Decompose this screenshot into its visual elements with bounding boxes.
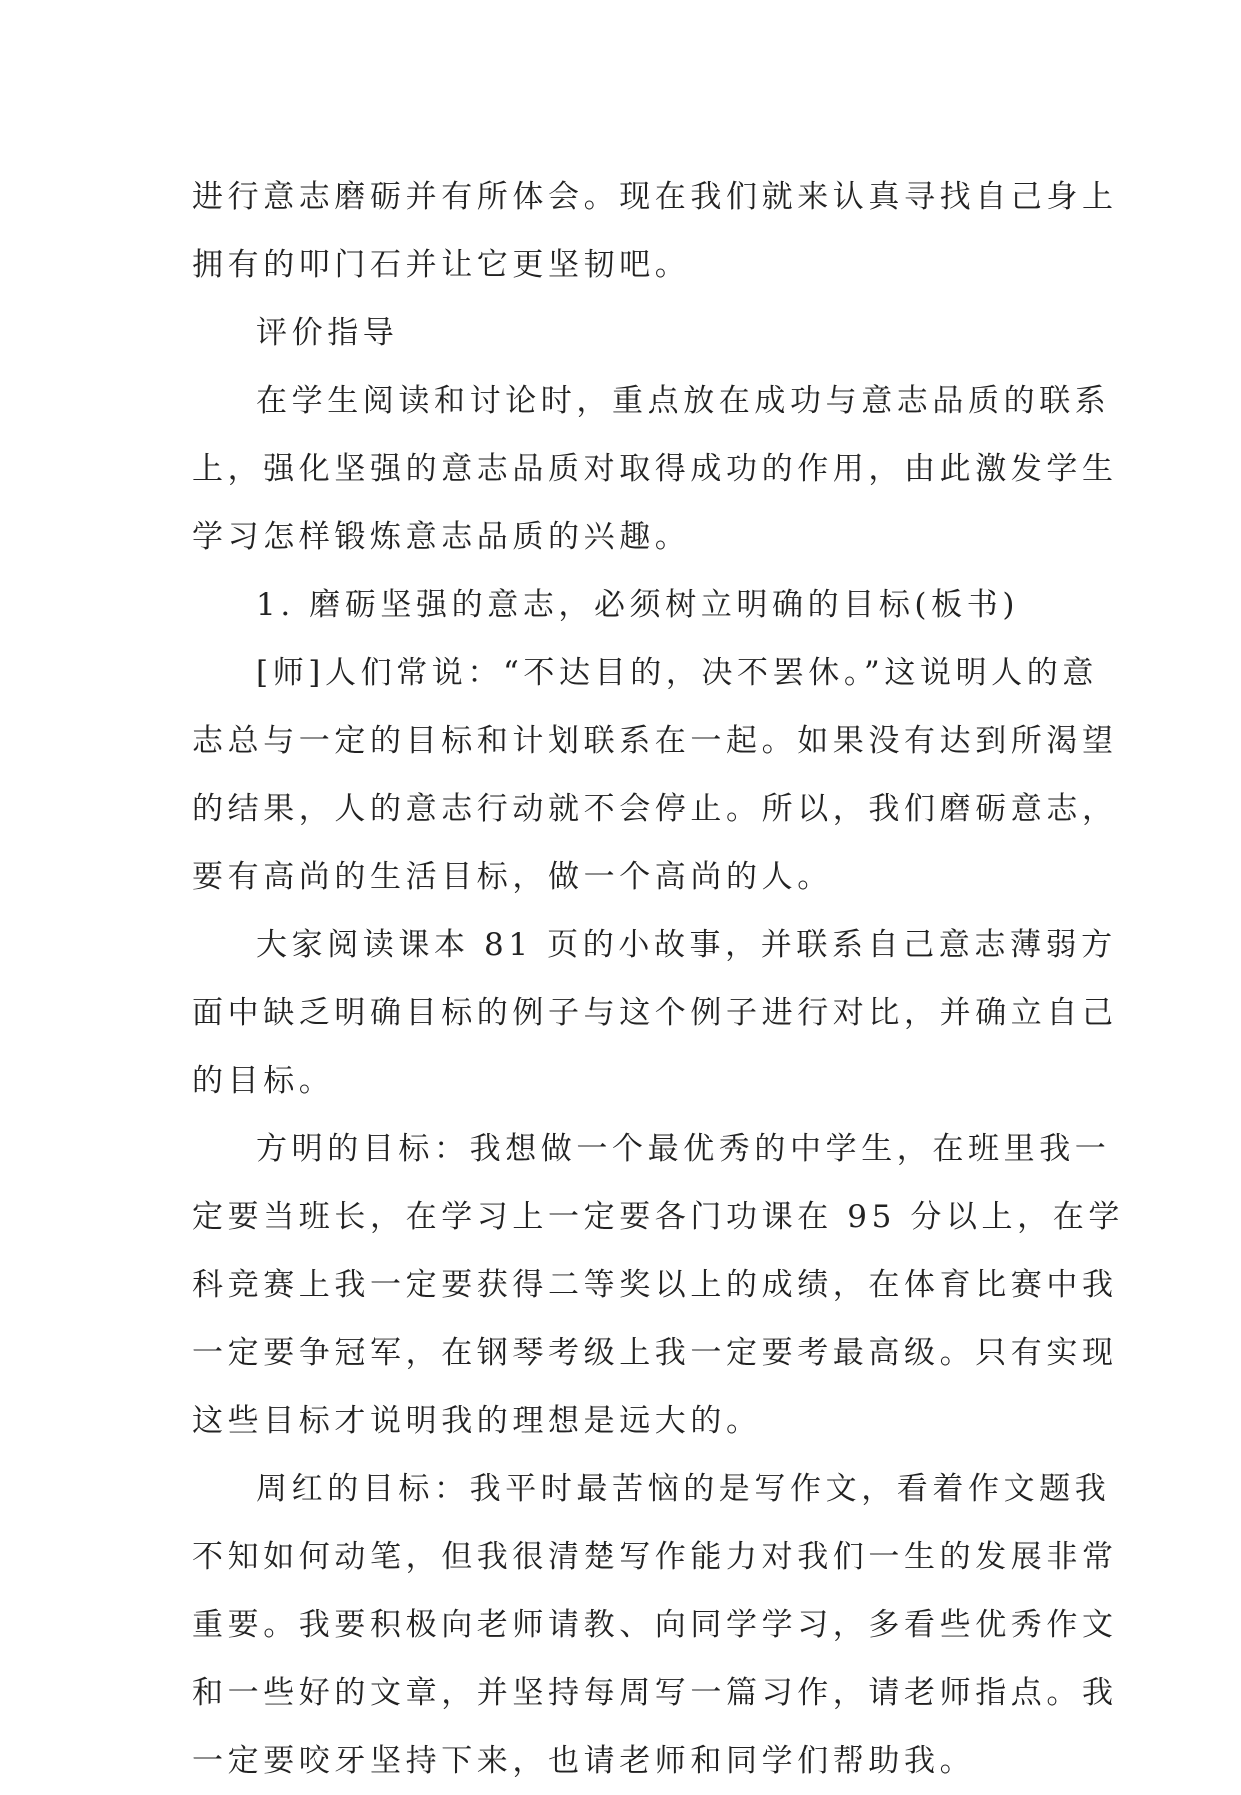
text-line: 在学生阅读和讨论时，重点放在成功与意志品质的联系 (256, 383, 1111, 419)
text-line: 一定要争冠军，在钢琴考级上我一定要考最高级。只有实现 (192, 1335, 1118, 1371)
text-line: 定要当班长，在学习上一定要各门功课在 95 分以上，在学 (192, 1199, 1124, 1235)
text-line: 这些目标才说明我的理想是远大的。 (192, 1403, 762, 1439)
text-line: [师]人们常说：“不达目的，决不罢休。”这说明人的意 (256, 655, 1098, 691)
text-line: 拥有的叩门石并让它更坚韧吧。 (192, 247, 691, 283)
text-line: 一定要咬牙坚持下来，也请老师和同学们帮助我。 (192, 1743, 976, 1779)
text-line: 的目标。 (192, 1063, 335, 1099)
document-body (192, 163, 1124, 1795)
text-line: 上，强化坚强的意志品质对取得成功的作用，由此激发学生 (192, 451, 1118, 487)
text-line: 学习怎样锻炼意志品质的兴趣。 (192, 519, 691, 555)
text-line: 周红的目标：我平时最苦恼的是写作文，看着作文题我 (256, 1471, 1111, 1507)
text-line: 科竞赛上我一定要获得二等奖以上的成绩，在体育比赛中我 (192, 1267, 1118, 1303)
text-line: 面中缺乏明确目标的例子与这个例子进行对比，并确立自己 (192, 995, 1118, 1031)
text-line: 要有高尚的生活目标，做一个高尚的人。 (192, 859, 833, 895)
text-line: 大家阅读课本 81 页的小故事，并联系自己意志薄弱方 (256, 927, 1117, 963)
section-heading: 评价指导 (256, 315, 399, 351)
text-line: 的结果，人的意志行动就不会停止。所以，我们磨砺意志， (192, 791, 1118, 827)
text-line: 方明的目标：我想做一个最优秀的中学生，在班里我一 (256, 1131, 1111, 1167)
text-line: 不知如何动笔，但我很清楚写作能力对我们一生的发展非常 (192, 1539, 1118, 1575)
text-line: 志总与一定的目标和计划联系在一起。如果没有达到所渴望 (192, 723, 1118, 759)
numbered-heading: 1. 磨砺坚强的意志，必须树立明确的目标(板书) (256, 587, 1020, 623)
text-line: 重要。我要积极向老师请教、向同学学习，多看些优秀作文 (192, 1607, 1118, 1643)
text-line: 进行意志磨砺并有所体会。现在我们就来认真寻找自己身上 (192, 179, 1118, 215)
text-line: 和一些好的文章，并坚持每周写一篇习作，请老师指点。我 (192, 1675, 1118, 1711)
